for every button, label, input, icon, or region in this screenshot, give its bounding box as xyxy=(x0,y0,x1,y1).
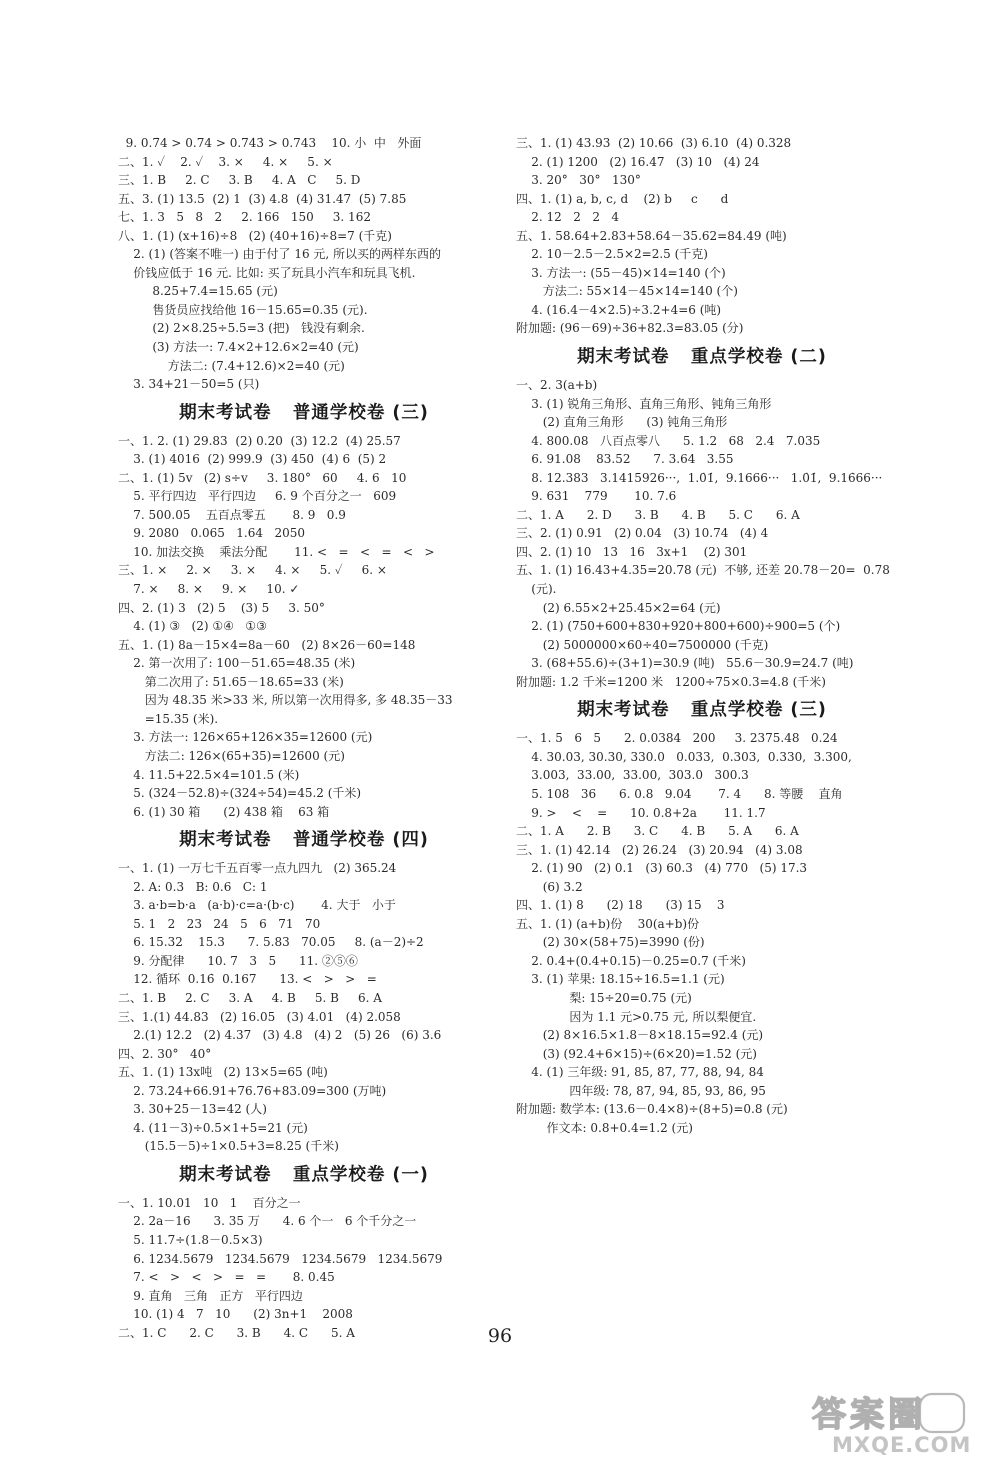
watermark-logo xyxy=(808,1390,998,1458)
answer-line: (元). xyxy=(516,582,557,597)
answer-line: 2. (1) 90 (2) 0.1 (3) 60.3 (4) 770 (5) 17.3 xyxy=(516,861,808,876)
answer-line: 4. 30.03, 30.30, 330.0 0.033, 0.303, 0.330, 3.300, xyxy=(516,749,852,764)
answer-line: 9. 2080 0.065 1.64 2050 xyxy=(118,526,306,541)
answer-line: 4. (11－3)÷0.5×1+5=21 (元) xyxy=(118,1120,308,1135)
answer-line: 五、1. (1) 16.43+4.35=20.78 (元) 不够, 还差 20.78－20= 0.78 xyxy=(516,563,890,578)
answer-line: 9. 直角 三角 正方 平行四边 xyxy=(118,1288,303,1303)
answer-line: 三、1. (1) 42.14 (2) 26.24 (3) 20.94 (4) 3.08 xyxy=(516,842,803,857)
left-column xyxy=(118,134,490,1342)
answer-line: 3. 方法一: (55－45)×14=140 (个) xyxy=(516,265,726,280)
answer-line: 售货员应找给他 16－15.65=0.35 (元). xyxy=(118,302,368,317)
answer-line: 二、1. A 2. B 3. C 4. B 5. A 6. A xyxy=(516,824,799,839)
answer-line: 9. > < = 10. 0.8+2a 11. 1.7 xyxy=(516,805,766,820)
answer-line: 5. 1 2 23 24 5 6 71 70 xyxy=(118,916,321,931)
answer-line: 五、1. (1) 13x吨 (2) 13×5=65 (吨) xyxy=(118,1065,328,1080)
answer-line: 2.(1) 12.2 (2) 4.37 (3) 4.8 (4) 2 (5) 26 (6) 3.6 xyxy=(118,1028,442,1043)
answer-line: 五、1. 58.64+2.83+58.64－35.62=84.49 (吨) xyxy=(516,228,787,243)
answer-line: 三、1. B 2. C 3. B 4. A C 5. D xyxy=(118,173,361,188)
answer-line: 八、1. (1) (x+16)÷8 (2) (40+16)÷8=7 (千克) xyxy=(118,228,392,243)
answer-line: 7. 500.05 五百点零五 8. 9 0.9 xyxy=(118,507,346,522)
answer-line: 6. 91.08 83.52 7. 3.64 3.55 xyxy=(516,452,734,467)
answer-line: 6. 1234.5679 1234.5679 1234.5679 1234.5679 xyxy=(118,1251,443,1266)
answer-line: 4. 11.5+22.5×4=101.5 (米) xyxy=(118,767,300,782)
answer-line: 5. 平行四边 平行四边 6. 9 个百分之一 609 xyxy=(118,489,397,504)
answer-line: 七、1. 3 5 8 2 2. 166 150 3. 162 xyxy=(118,210,371,225)
answer-line: 3. (1) 苹果: 18.15÷16.5=1.1 (元) xyxy=(516,972,725,987)
watermark-logo-text: 答案圈 xyxy=(812,1395,926,1435)
answer-line: 方法二: 126×(65+35)=12600 (元) xyxy=(118,748,345,763)
answer-line: 5. 108 36 6. 0.8 9.04 7. 4 8. 等腰 直角 xyxy=(516,786,843,801)
answer-line: 附加题: 数学本: (13.6－0.4×8)÷(8+5)=0.8 (元) xyxy=(516,1102,788,1117)
answer-line: 二、1. (1) 5v (2) s÷v 3. 180° 60 4. 6 10 xyxy=(118,470,407,485)
answer-line: (2) 直角三角形 (3) 钝角三角形 xyxy=(516,415,728,430)
answer-line: 五、1. (1) (a+b)份 30(a+b)份 xyxy=(516,916,700,931)
answer-line: 附加题: 1.2 千米=1200 米 1200÷75×0.3=4.8 (千米) xyxy=(516,674,826,689)
answer-line: 2. 0.4+(0.4+0.15)－0.25=0.7 (千米) xyxy=(516,953,746,968)
answer-line: 二、1. B 2. C 3. A 4. B 5. B 6. A xyxy=(118,990,382,1005)
answer-line: 7. < > < > = = 8. 0.45 xyxy=(118,1270,335,1285)
answer-line: =15.35 (米). xyxy=(118,711,219,726)
answer-line: 四、2. (1) 3 (2) 5 (3) 5 3. 50° xyxy=(118,600,325,615)
answer-line: 一、2. 3(a+b) xyxy=(516,378,598,393)
answer-line: 2. 2a－16 3. 35 万 4. 6 个一 6 个千分之一 xyxy=(118,1214,417,1229)
answer-line: 三、1.(1) 44.83 (2) 16.05 (3) 4.01 (4) 2.058 xyxy=(118,1009,401,1024)
answer-line: 9. 631 779 10. 7.6 xyxy=(516,489,677,504)
answer-line: 三、2. (1) 0.91 (2) 0.04 (3) 10.74 (4) 4 xyxy=(516,526,769,541)
answer-line: 5. (324－52.8)÷(324÷54)=45.2 (千米) xyxy=(118,786,362,801)
answer-line: 四年级: 78, 87, 94, 85, 93, 86, 95 xyxy=(516,1083,766,1098)
answer-line: 2. 10－2.5－2.5×2=2.5 (千克) xyxy=(516,247,708,262)
answer-line: 四、1. (1) a, b, c, d (2) b c d xyxy=(516,191,729,206)
answer-line: 4. 800.08 八百点零八 5. 1.2 68 2.4 7.035 xyxy=(516,433,821,448)
answer-line: 方法二: 55×14－45×14=140 (个) xyxy=(516,284,738,299)
answer-line: 3. a·b=b·a (a·b)·c=a·(b·c) 4. 大于 小于 xyxy=(118,898,396,913)
answer-line: 二、1. C 2. C 3. B 4. C 5. A xyxy=(118,1325,355,1340)
watermark-url-text: MXQE.COM xyxy=(832,1433,972,1457)
answer-line: 一、1. (1) 一万七千五百零一点九四九 (2) 365.24 xyxy=(118,861,397,876)
page-number: 96 xyxy=(487,1325,513,1347)
section-title: 期末考试卷 普通学校卷 (四) xyxy=(179,830,429,851)
answer-line: 附加题: (96－69)÷36+82.3=83.05 (分) xyxy=(516,321,744,336)
answer-line: 4. (1) 三年级: 91, 85, 87, 77, 88, 94, 84 xyxy=(516,1065,764,1080)
answer-line: 二、1. ✓ 2. ✓ 3. × 4. × 5. × xyxy=(118,154,333,169)
answer-line: 8. 12.383 3.1415926···, 1.0̇1̇, 9.1666··· 1.0̇1̇, 9.16̇66··· xyxy=(516,470,883,485)
answer-line: 10. 加法交换 乘法分配 11. < = < = < > xyxy=(118,544,435,559)
answer-line: 5. 11.7÷(1.8－0.5×3) xyxy=(118,1232,263,1247)
answer-line: 10. (1) 4 7 10 (2) 3n+1 2008 xyxy=(118,1307,353,1322)
answer-line: 因为 48.35 米>33 米, 所以第一次用得多, 多 48.35－33 xyxy=(118,693,453,708)
section-title: 期末考试卷 普通学校卷 (三) xyxy=(179,402,429,423)
answer-line: 一、1. 10.01 10 1 百分之一 xyxy=(118,1195,301,1210)
answer-line: 3. (68+55.6)÷(3+1)=30.9 (吨) 55.6－30.9=24.7 (吨) xyxy=(516,656,854,671)
answer-line: 四、1. (1) 8 (2) 18 (3) 15 3 xyxy=(516,898,725,913)
answer-line: 4. (1) ③ (2) ①④ ①③ xyxy=(118,619,267,634)
answer-line: 3. 20° 30° 130° xyxy=(516,173,641,188)
answer-line: 2. 73.24+66.91+76.76+83.09=300 (万吨) xyxy=(118,1083,387,1098)
answer-line: 4. (16.4－4×2.5)÷3.2+4=6 (吨) xyxy=(516,302,722,317)
answer-line: (2) 2×8.25÷5.5=3 (把) 钱没有剩余. xyxy=(118,321,365,336)
answer-line: 因为 1.1 元>0.75 元, 所以梨便宜. xyxy=(516,1009,757,1024)
section-title: 期末考试卷 重点学校卷 (二) xyxy=(577,347,827,368)
answer-line: (2) 30×(58+75)=3990 (份) xyxy=(516,935,705,950)
answer-line: 作文本: 0.8+0.4=1.2 (元) xyxy=(516,1120,693,1135)
answer-line: 9. 0.7̇4 > 0.74 > 0.74̇3̇ > 0.743 10. 小 中 外面 xyxy=(118,136,422,150)
answer-line: 2. 第一次用了: 100－51.65=48.35 (米) xyxy=(118,656,356,671)
answer-line: 3. 34+21－50=5 (只) xyxy=(118,377,260,392)
answer-line: (3) 方法一: 7.4×2+12.6×2=40 (元) xyxy=(118,340,359,355)
answer-line: 五、3. (1) 13.5 (2) 1 (3) 4.8 (4) 31.47 (5) 7.85 xyxy=(118,191,407,206)
answer-line: 3.003, 33.00, 33.00, 303.0 300.3 xyxy=(516,768,749,783)
answer-line: (15.5－5)÷1×0.5+3=8.25 (千米) xyxy=(118,1139,339,1154)
answer-line: (2) 6.55×2+25.45×2=64 (元) xyxy=(516,600,721,615)
answer-line: 3. 30+25－13=42 (人) xyxy=(118,1102,267,1117)
answer-line: 一、1. 5 6 5 2. 0.0384 200 3. 2375.48 0.24 xyxy=(516,731,838,746)
answer-line: 二、1. A 2. D 3. B 4. B 5. C 6. A xyxy=(516,507,800,522)
answer-line: 五、1. (1) 8a－15×4=8a－60 (2) 8×26－60=148 xyxy=(118,637,416,652)
answer-line: 3. (1) 4016 (2) 999.9 (3) 450 (4) 6 (5) 2 xyxy=(118,452,387,467)
answer-line: 3. (1) 锐角三角形、直角三角形、钝角三角形 xyxy=(516,396,772,411)
answer-line: 第二次用了: 51.65－18.65=33 (米) xyxy=(118,674,344,689)
answer-line: 6. 15.32 15.3 7. 5.83 70.05 8. (a－2)÷2 xyxy=(118,935,424,950)
answer-line: (3) (92.4+6×15)÷(6×20)=1.52 (元) xyxy=(516,1046,757,1061)
answer-line: 7. × 8. × 9. × 10. ✓ xyxy=(118,582,300,597)
answer-line: 2. A: 0.3 B: 0.6 C: 1 xyxy=(118,879,268,894)
answer-line: 2. 12 2 2 4 xyxy=(516,210,620,225)
answer-line: (2) 8×16.5×1.8－8×18.15=92.4 (元) xyxy=(516,1028,764,1043)
answer-line: 2. (1) (答案不唯一) 由于付了 16 元, 所以买的两样东西的 xyxy=(118,247,442,262)
section-title: 期末考试卷 重点学校卷 (三) xyxy=(577,700,827,721)
answer-line: 3. 方法一: 126×65+126×35=12600 (元) xyxy=(118,730,373,745)
answer-line: 四、2. 30° 40° xyxy=(118,1046,212,1061)
answer-line: 一、1. 2. (1) 29.83 (2) 0.20 (3) 12.2 (4) 25.57 xyxy=(118,433,401,448)
answer-line: 2. (1) 1200 (2) 16.47 (3) 10 (4) 24 xyxy=(516,154,760,169)
answer-line: 价钱应低于 16 元. 比如: 买了玩具小汽车和玩具飞机. xyxy=(118,265,416,280)
right-column xyxy=(516,134,888,1137)
answer-line: 6. (1) 30 箱 (2) 438 箱 63 箱 xyxy=(118,804,330,819)
section-title: 期末考试卷 重点学校卷 (一) xyxy=(179,1164,429,1185)
answer-line: 9. 分配律 10. 7 3 5 11. ②⑤⑥ xyxy=(118,953,358,968)
answer-line: 12. 循环 0.16̇ 0.167 13. < > > = xyxy=(118,972,377,987)
answer-line: (6) 3.2 xyxy=(516,879,583,894)
answer-line: 梨: 15÷20=0.75 (元) xyxy=(516,990,692,1005)
answer-line: 三、1. × 2. × 3. × 4. × 5. ✓ 6. × xyxy=(118,563,387,578)
answer-line: 三、1. (1) 43.93 (2) 10.66 (3) 6.10 (4) 0.328 xyxy=(516,136,792,150)
answer-line: 2. (1) (750+600+830+920+800+600)÷900=5 (个) xyxy=(516,619,841,634)
answer-line: 8.25+7.4=15.65 (元) xyxy=(118,284,278,299)
answer-line: 四、2. (1) 10 13 16 3x+1 (2) 301 xyxy=(516,544,748,559)
answer-line: (2) 5000000×60÷40=7500000 (千克) xyxy=(516,637,769,652)
answer-line: 方法二: (7.4+12.6)×2=40 (元) xyxy=(118,358,345,373)
